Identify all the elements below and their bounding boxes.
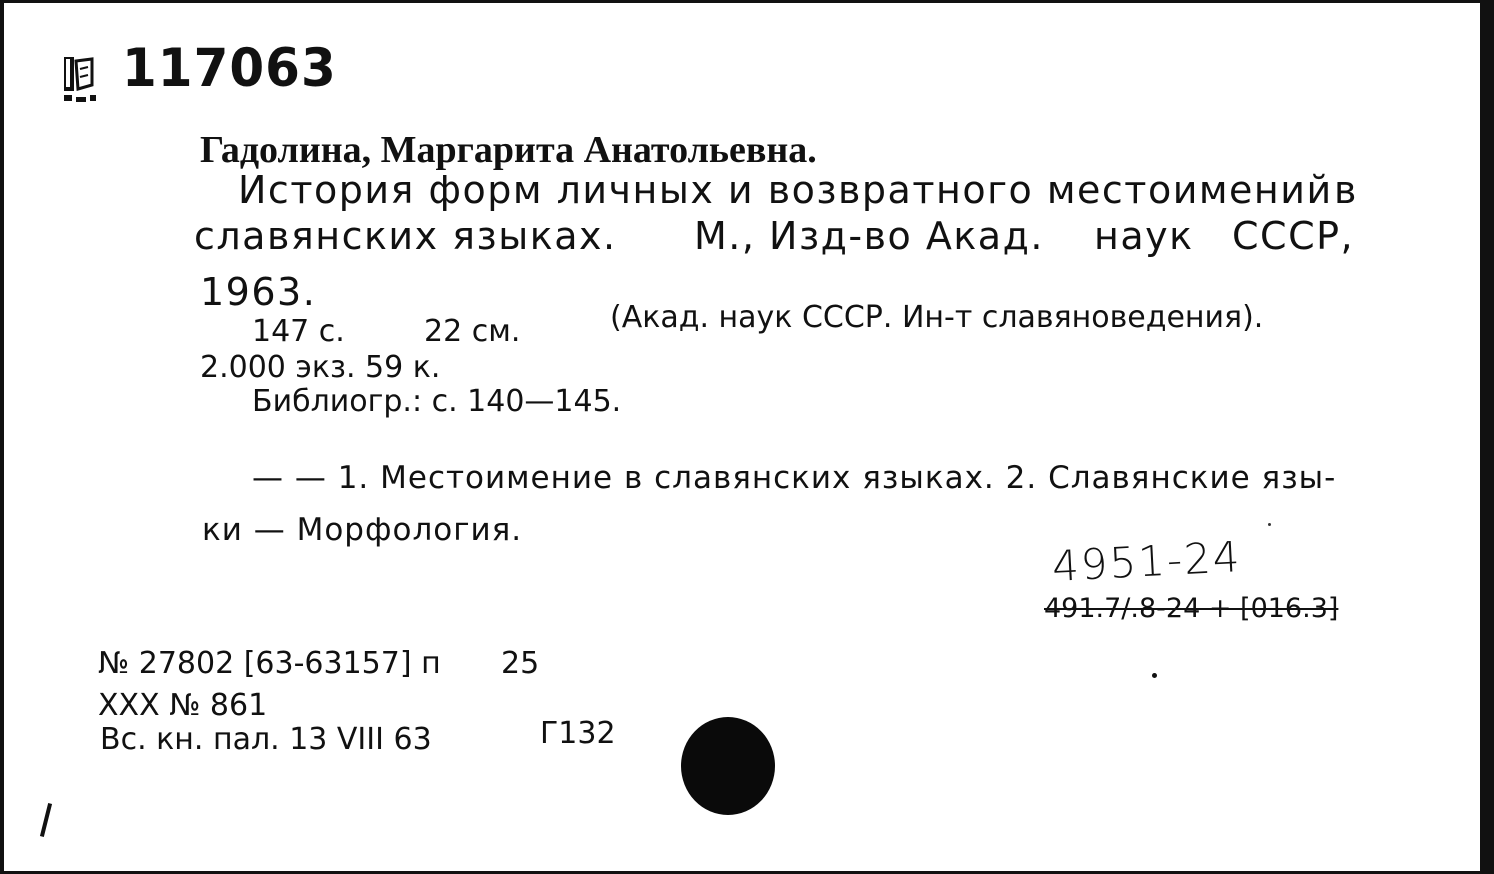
ink-dot bbox=[1152, 673, 1157, 678]
publication-year: 1963. bbox=[200, 270, 317, 314]
margin-mark bbox=[40, 803, 52, 837]
subject-headings-line-1: — — 1. Местоимение в славянских языках. 2. Славянские язы- bbox=[252, 460, 1337, 496]
footer-record-number: № 27802 [63-63157] п bbox=[98, 646, 441, 681]
copies-price: 2.000 экз. 59 к. bbox=[200, 350, 441, 385]
title-line-1-end: в bbox=[1334, 168, 1358, 212]
printed-classification: 491.7/.8-24 + [016.3] bbox=[1044, 593, 1339, 624]
title-line-2d: СССР, bbox=[1232, 214, 1355, 258]
title-line-2a: славянских языках. bbox=[194, 214, 617, 258]
title-line-2c: наук bbox=[1094, 214, 1194, 258]
series-note: (Акад. наук СССР. Ин-т славяноведения). bbox=[610, 300, 1264, 335]
bibliography-note: Библиогр.: с. 140—145. bbox=[252, 384, 622, 419]
page-count: 147 с. bbox=[252, 314, 345, 349]
accession-number: 117063 bbox=[122, 37, 337, 99]
card-size: 22 см. bbox=[424, 314, 521, 349]
handwritten-classification: 4951-24 bbox=[1050, 532, 1243, 591]
footer-chamber-date: Вс. кн. пал. 13 VIII 63 bbox=[100, 722, 432, 757]
title-line-2b: М., Изд-во Акад. bbox=[694, 214, 1044, 258]
footer-count: 25 bbox=[501, 646, 540, 681]
library-stamp-icon bbox=[62, 55, 106, 105]
footer-code: Г132 bbox=[540, 716, 616, 751]
author-heading: Гадолина, Маргарита Анатольевна. bbox=[200, 129, 817, 171]
title-line-1: История форм личных и возвратного местоимений bbox=[238, 168, 1333, 212]
subject-headings-line-2: ки — Морфология. bbox=[202, 512, 523, 548]
footer-series-number: XXX № 861 bbox=[98, 688, 268, 723]
punch-hole bbox=[681, 717, 775, 815]
ink-dot-small bbox=[1268, 523, 1271, 526]
